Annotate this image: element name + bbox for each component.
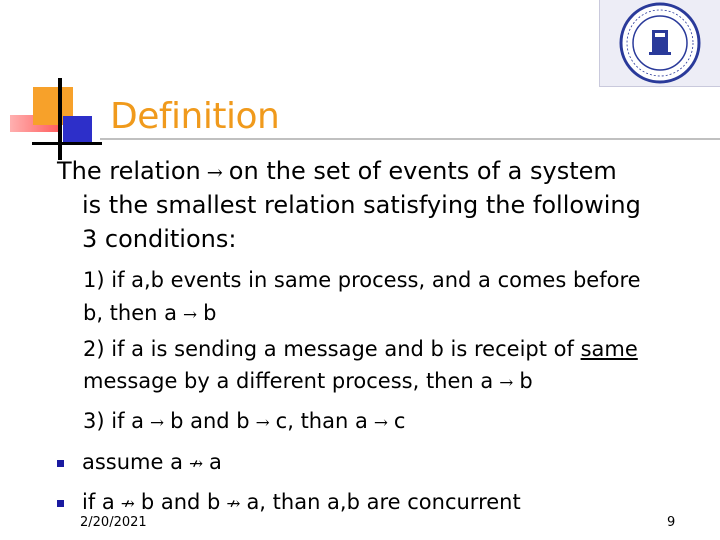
title-underline [100,138,720,140]
happens-before-arrow-icon: → [255,412,270,432]
condition-text: 2) if a is sending a message and b is receipt of [83,337,574,361]
condition-2-line-1 [83,333,638,365]
slide-title: Definition [110,96,280,137]
condition-text: c, than a [275,409,368,433]
condition-text: message by a different process, then a [83,369,494,393]
happens-before-arrow-icon: → [499,372,514,392]
condition-text: b, then a [83,301,177,325]
bullet-text: assume a [82,450,183,474]
bullet-2 [82,486,521,519]
condition-text: b and b [170,409,250,433]
bullet-square-icon [57,500,64,507]
intro-text: The relation [57,157,201,185]
bullet-text: b and b [140,490,221,514]
university-logo [599,0,720,87]
condition-text: b [519,369,533,393]
bullet-text: a [209,450,222,474]
decor-blue-square [63,116,92,145]
seal-icon [600,0,720,86]
happens-before-arrow-icon: → [373,412,388,432]
intro-line-3: 3 conditions: [82,225,237,253]
intro-line-2: is the smallest relation satisfying the following [82,191,641,219]
bullet-square-icon [57,460,64,467]
footer-date: 2/20/2021 [80,515,147,530]
page-number: 9 [667,515,676,530]
condition-text: 3) if a [83,409,145,433]
bullet-text: if a [82,490,115,514]
not-happens-before-arrow-icon: ↛ [120,493,135,513]
not-happens-before-arrow-icon: ↛ [188,453,204,473]
happens-before-arrow-icon: → [150,412,165,432]
condition-1-line-1: 1) if a,b events in same process, and a comes before [83,268,641,292]
bullet-text: a, than a,b are concurrent [246,490,521,514]
bullet-1 [82,446,222,479]
not-happens-before-arrow-icon: ↛ [226,493,241,513]
condition-3 [83,405,405,438]
happens-before-arrow-icon: → [206,161,223,184]
happens-before-arrow-icon: → [183,304,198,324]
condition-text: b [203,301,217,325]
intro-line-1 [57,154,617,190]
underlined-word: same [580,337,638,361]
intro-text: on the set of events of a system [228,157,617,185]
decor-vertical-line [58,78,62,160]
condition-1-line-2 [83,297,216,330]
condition-2-line-2 [83,365,533,398]
condition-text: c [393,409,406,433]
decor-horizontal-line [32,142,102,145]
